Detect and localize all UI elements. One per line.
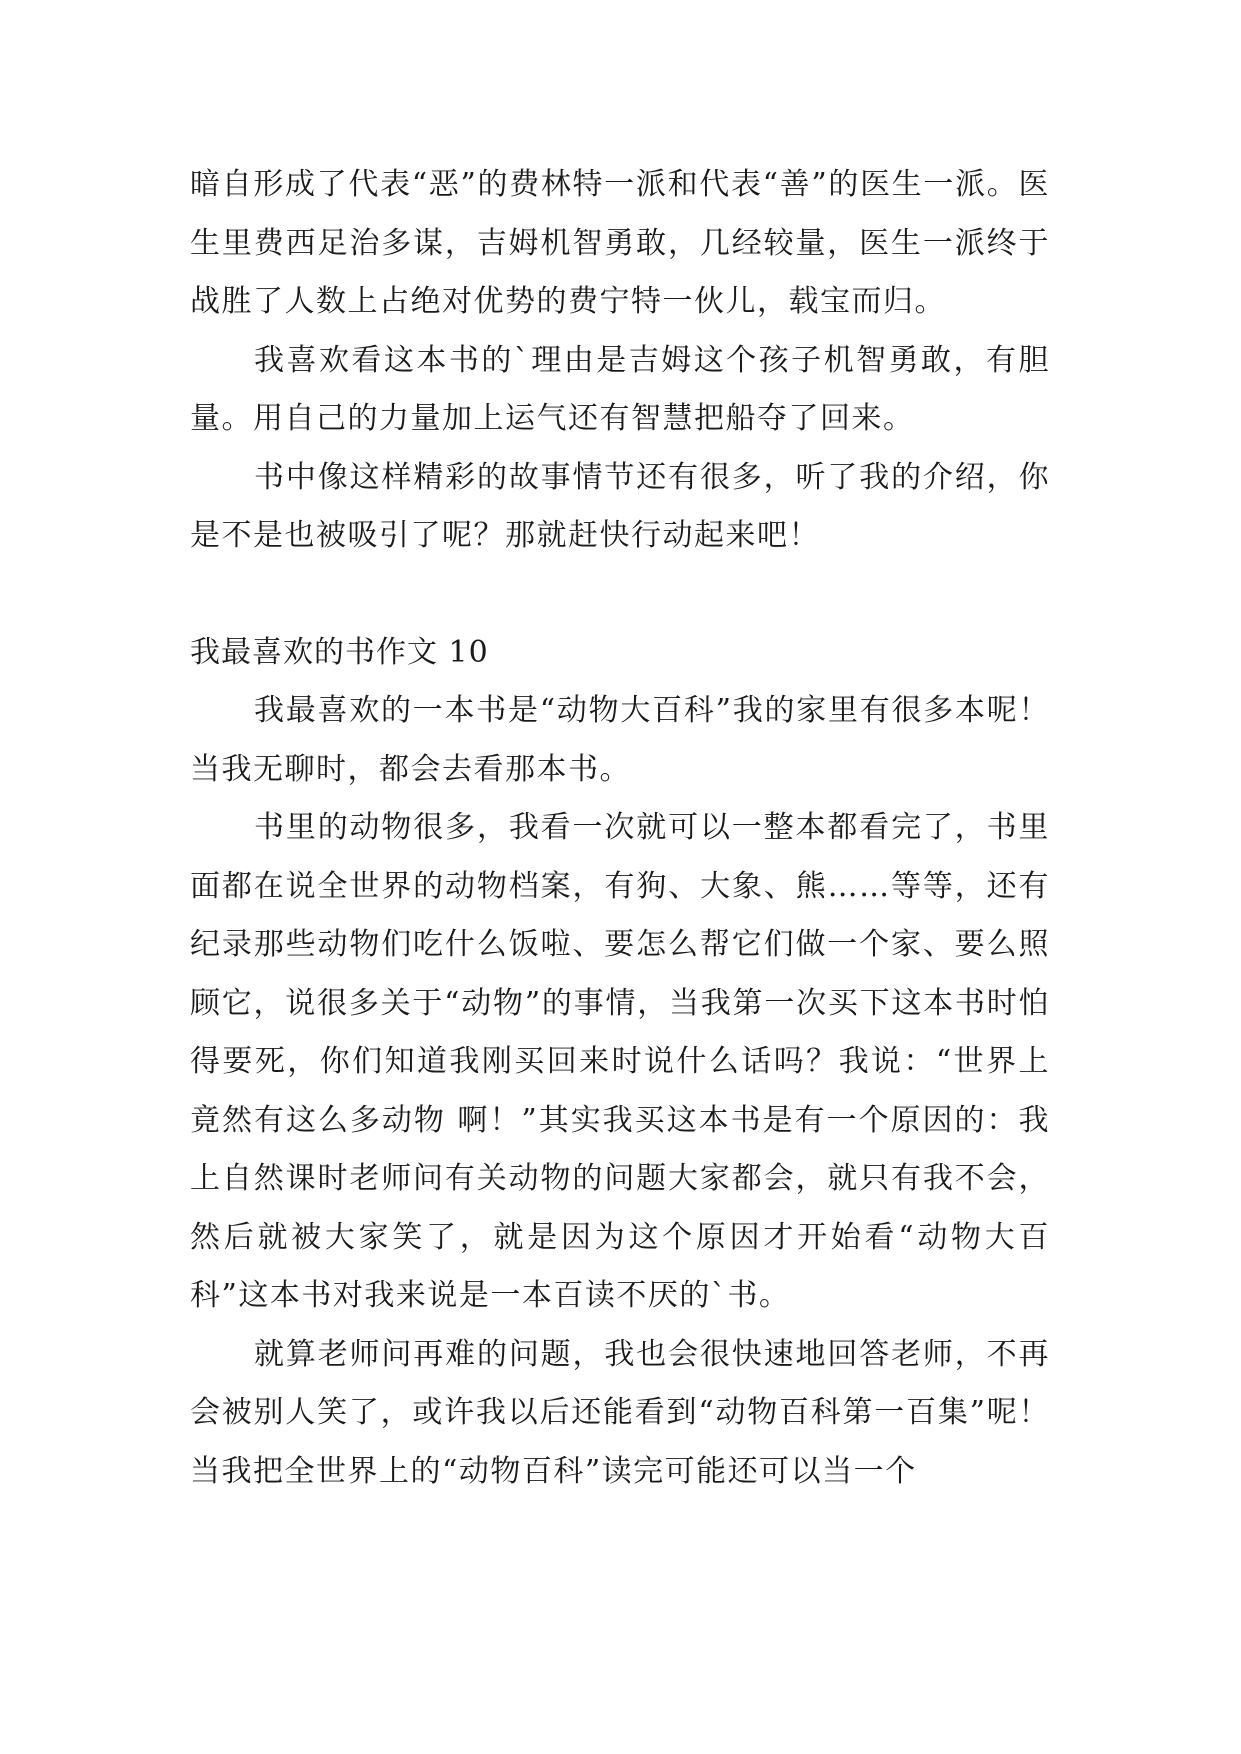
paragraph-reason: 我喜欢看这本书的`理由是吉姆这个孩子机智勇敢，有胆量。用自己的力量加上运气还有智慧把船夺了回来。 <box>190 342 1050 436</box>
paragraph-intro: 我最喜欢的一本书是“动物大百科”我的家里有很多本呢！当我无聊时，都会去看那本书。 <box>190 693 1050 787</box>
document-body <box>190 156 1050 1501</box>
paragraph-continuation: 暗自形成了代表“恶”的费林特一派和代表“善”的医生一派。医生里费西足治多谋，吉姆机智勇敢，几经较量，医生一派终于战胜了人数上占绝对优势的费宁特一伙儿，载宝而归。 <box>190 167 1050 319</box>
paragraph-conclusion: 书中像这样精彩的故事情节还有很多，听了我的介绍，你是不是也被吸引了呢？那就赶快行动起来吧！ <box>190 459 1050 553</box>
paragraph-ending: 就算老师问再难的问题，我也会很快速地回答老师，不再会被别人笑了，或许我以后还能看到“动物百科第一百集”呢！当我把全世界上的“动物百科”读完可能还可以当一个 <box>190 1336 1050 1489</box>
section-title: 我最喜欢的书作文 10 <box>190 634 489 670</box>
section-spacer <box>190 566 1050 624</box>
paragraph-body: 书里的动物很多，我看一次就可以一整本都看完了，书里面都在说全世界的动物档案，有狗、大象、熊……等等，还有纪录那些动物们吃什么饭啦、要怎么帮它们做一个家、要么照顾它，说很多关于“动物”的事情，当我第一次买下这本书时怕得要死，你们知道我刚买回来时说什么话吗？我说：“世界上竟然有这么多动物 啊！”其实我买这本书是有一个原因的：我上自然课时老师问有关动物的问题大家都会，就只有我不会，然后就被大家笑了，就是因为这个原因才开始看“动物大百科”这本书对我来说是一本百读不厌的`书。 <box>190 810 1050 1313</box>
